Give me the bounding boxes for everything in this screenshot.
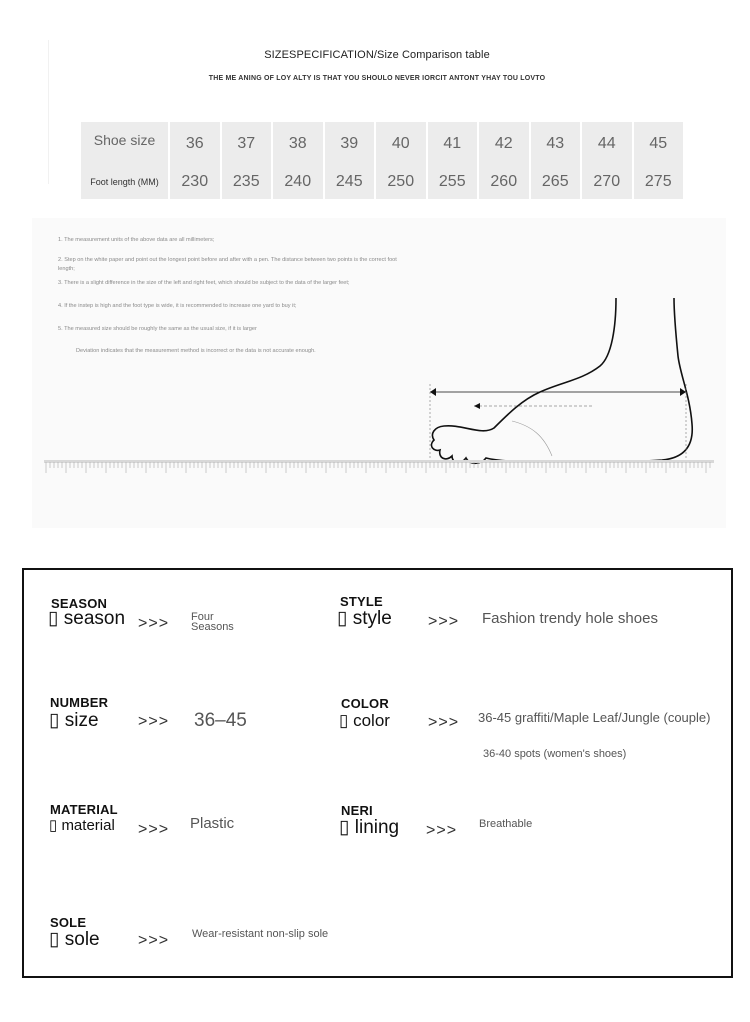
- season-sub: ▯ season: [48, 608, 126, 629]
- size-cell: 37: [222, 122, 272, 165]
- style-sub: ▯ style: [337, 608, 392, 629]
- color-arrow: >>>: [428, 714, 460, 731]
- length-cell: 275: [634, 165, 684, 199]
- length-cell: 245: [325, 165, 375, 199]
- shoe-size-header: Shoe size: [81, 122, 168, 165]
- size-cell: 38: [273, 122, 323, 165]
- style-arrow: >>>: [428, 613, 460, 630]
- size-cell: 43: [531, 122, 581, 165]
- note-2: 2. Step on the white paper and point out the longest point before and after with a pen. The distance between two points is the correct foot length;: [58, 257, 397, 272]
- foot-length-header: Foot length (MM): [81, 165, 168, 199]
- length-cell: 270: [582, 165, 632, 199]
- material-label: MATERIAL: [50, 802, 118, 817]
- season-label: SEASON: [51, 596, 108, 611]
- length-cell: 260: [479, 165, 529, 199]
- size-cell: 41: [428, 122, 478, 165]
- material-value: Plastic: [190, 815, 235, 832]
- color-label: COLOR: [341, 696, 389, 711]
- size-cell: 44: [582, 122, 632, 165]
- color-value-2: 36-40 spots (women's shoes): [483, 748, 627, 760]
- season-arrow: >>>: [138, 615, 170, 632]
- size-cell: 45: [634, 122, 684, 165]
- color-value: 36-45 graffiti/Maple Leaf/Jungle (couple): [478, 710, 711, 725]
- number-sub: ▯ size: [49, 710, 99, 731]
- sole-arrow: >>>: [138, 932, 170, 949]
- length-cell: 230: [170, 165, 220, 199]
- length-cell: 255: [428, 165, 478, 199]
- sole-label: SOLE: [50, 915, 87, 930]
- neri-value: Breathable: [479, 818, 533, 830]
- size-chart-panel: [48, 40, 705, 190]
- material-arrow: >>>: [138, 821, 170, 838]
- length-cell: 265: [531, 165, 581, 199]
- season-value: Four Seasons: [191, 611, 234, 633]
- number-value: 36–45: [194, 710, 247, 731]
- note-6: Deviation indicates that the measurement method is incorrect or the data is not accurate enough.: [76, 348, 316, 354]
- size-cell: 42: [479, 122, 529, 165]
- material-sub: ▯ material: [49, 817, 115, 834]
- neri-arrow: >>>: [426, 822, 458, 839]
- sole-value: Wear-resistant non-slip sole: [192, 928, 329, 940]
- number-label: NUMBER: [50, 695, 109, 710]
- shoe-size-row: [81, 122, 683, 165]
- number-arrow: >>>: [138, 713, 170, 730]
- size-cell: 36: [170, 122, 220, 165]
- sole-sub: ▯ sole: [49, 929, 100, 950]
- specifications-box: [22, 568, 733, 978]
- neri-sub: ▯ lining: [339, 817, 400, 838]
- size-cell: 40: [376, 122, 426, 165]
- foot-outline-icon: [422, 296, 704, 471]
- note-4: 4. If the instep is high and the foot type is wide, it is recommended to increase one yard to buy it;: [58, 303, 297, 309]
- measurement-guide-panel: [32, 218, 726, 528]
- neri-label: NERI: [341, 803, 373, 818]
- size-table: [79, 122, 685, 199]
- style-value: Fashion trendy hole shoes: [482, 610, 658, 627]
- foot-length-row: [81, 165, 683, 199]
- size-cell: 39: [325, 122, 375, 165]
- size-chart-title: SIZESPECIFICATION/Size Comparison table: [264, 49, 490, 61]
- color-sub: ▯ color: [339, 711, 390, 730]
- ruler-icon: [44, 458, 714, 476]
- size-chart-motto: THE ME ANING OF LOY ALTY IS THAT YOU SHOULO NEVER IORCIT ANTONT YHAY TOU LOVTO: [208, 75, 546, 82]
- length-cell: 235: [222, 165, 272, 199]
- note-3: 3. There is a slight difference in the size of the left and right feet, which should be subject to the data of the larger feet;: [58, 280, 350, 286]
- length-cell: 240: [273, 165, 323, 199]
- style-label: STYLE: [340, 594, 383, 609]
- note-1: 1. The measurement units of the above data are all millimeters;: [58, 237, 215, 243]
- length-cell: 250: [376, 165, 426, 199]
- note-5: 5. The measured size should be roughly the same as the usual size, if it is larger: [58, 326, 257, 332]
